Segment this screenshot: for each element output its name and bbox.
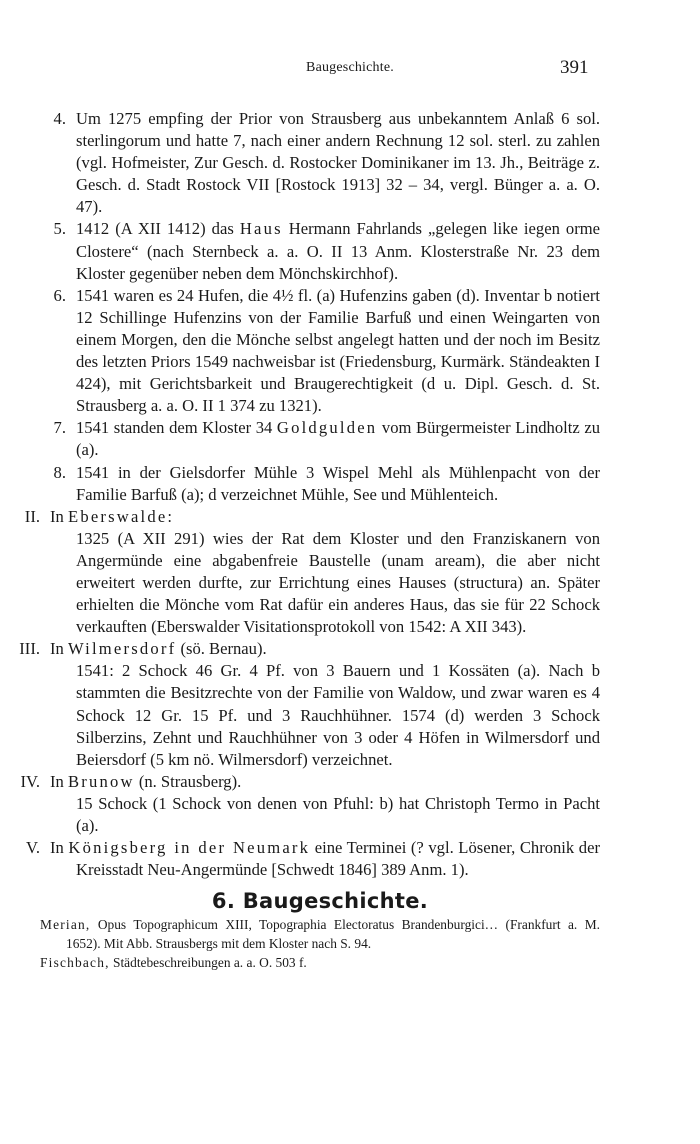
reference-text: Opus Topographicum XIII, Topographia Electoratus Brandenburgici… (Frankfurt a. M. 1652). Mit Abb. Strausbergs mit dem Kloster nach S. 94. — [66, 917, 600, 951]
section-text: 1541: 2 Schock 46 Gr. 4 Pf. von 3 Bauern und 1 Kossäten (a). Nach b stammten die Besitzrechte von der Familie von Waldow, und zwar waren es 4 Schock 12 Gr. 15 Pf. und 3 Rauchhühner. 1574 (d) werden 3 Schock Silberzins, Zehnt und Rauchhühner von 3 oder 4 Höfen in Wilmersdorf und Beiersdorf (5 km nö. Wilmersdorf) verzeichnet. — [76, 661, 600, 769]
reference-list — [40, 916, 600, 972]
item-number: 6. — [53, 285, 66, 305]
section-number: II. — [24, 506, 40, 526]
reference-entry — [40, 916, 600, 953]
list-item — [40, 417, 600, 461]
section-text: 15 Schock (1 Schock von denen von Pfuhl: b) hat Christoph Termo in Pacht (a). — [76, 793, 600, 835]
item-text-part: 1412 (A XII 1412) das — [76, 219, 234, 239]
section-title-part: eine Terminei (? vgl. Lösener, Chronik der Kreisstadt Neu-Angermünde [Schwedt 1846] 389 Anm. 1). — [76, 838, 600, 880]
running-title: Baugeschichte. — [306, 60, 394, 75]
page-number: 391 — [560, 57, 589, 78]
spaced-term: Goldgulden — [276, 418, 378, 438]
item-text: 1541 in der Gielsdorfer Mühle 3 Wispel Mehl als Mühlenpacht von der Familie Barfuß (a); d verzeichnet Mühle, See und Mühlenteich. — [76, 462, 600, 504]
section-text: 1325 (A XII 291) wies der Rat dem Kloster und den Franziskanern von Angermünde eine abgabenfreie Baustelle (unam aream), die aber nicht erweitert werden durfte, zur Errichtung eines Hauses (structura) an. Später erhielten die Mönche vom Rat dafür ein anderes Haus, das sie für 22 Schock verkauften (Eberswalder Visitationsprotokoll von 1542: A XII 343). — [76, 528, 600, 637]
section-number: IV. — [20, 771, 40, 791]
section-title-part: (n. Strausberg). — [138, 771, 242, 791]
section-number: III. — [19, 639, 40, 659]
reference-author: Merian, — [40, 917, 91, 933]
spaced-term: Haus — [239, 219, 283, 239]
list-item — [40, 462, 600, 506]
item-text — [76, 417, 600, 461]
list-item — [40, 218, 600, 284]
item-number: 8. — [53, 462, 66, 482]
section-title — [50, 837, 600, 881]
spaced-term: Brunow — [67, 771, 135, 791]
list-item — [40, 285, 600, 418]
spaced-term: Eberswalde: — [67, 506, 175, 526]
section-title-part: (sö. Bernau). — [180, 639, 267, 659]
item-text: 1541 waren es 24 Hufen, die 4½ fl. (a) Hufenzins gaben (d). Inventar b notiert 12 Schillinge Hufenzins von der Familie Barfuß und einen Weingarten von einem Morgen, den die Mönche selbst angelegt hatten und der noch im Besitz des letzten Priors 1549 nachweisbar ist (Friedensburg, Kurmärk. Ständeakten I 424), mit Gerichtsbarkeit und Braugerechtigkeit (d u. Dipl. Gesch. d. St. Strausberg a. a. O. II 1 374 zu 1321). — [76, 285, 600, 416]
section-title-part: In — [50, 771, 64, 791]
item-number: 5. — [53, 219, 66, 239]
section-item — [19, 638, 600, 771]
item-text: Um 1275 empfing der Prior von Strausberg aus unbekanntem Anlaß 6 sol. sterlingorum und hatte 7, nach einer andern Rechnung 12 sol. sterl. zu zahlen (vgl. Hofmeister, Zur Gesch. d. Rostocker Dominikaner im 13. Jh., Beiträge z. Gesch. d. Stadt Rostock VII [Rostock 1913] 32 – 34, vergl. Bünger a. a. O. 47). — [76, 109, 600, 217]
page-body — [19, 108, 601, 972]
item-number: 7. — [53, 418, 66, 438]
item-text-part: Hermann Fahrlands „gelegen like iegen orme Clostere“ (nach Sternbeck a. a. O. II 13 Anm. Klosterstraße Nr. 23 dem Kloster gegenüber neben dem Mönchskirchhof). — [76, 219, 600, 283]
section-number: V. — [26, 838, 40, 858]
reference-text: Städtebeschreibungen a. a. O. 503 f. — [113, 954, 307, 970]
spaced-term: Wilmersdorf — [67, 639, 177, 659]
section-item — [24, 506, 600, 639]
section-title-part: In — [50, 506, 64, 526]
section-title — [50, 771, 600, 793]
section-title-part: In — [50, 639, 64, 659]
section-title-part: In — [50, 838, 64, 858]
item-number: 4. — [53, 109, 66, 128]
item-text-part: vom Bürgermeister Lindholtz zu (a). — [76, 418, 601, 460]
section-heading: 6. Baugeschichte. — [211, 889, 429, 914]
section-title — [50, 506, 600, 528]
reference-entry — [40, 954, 600, 973]
item-text-part: 1541 standen dem Kloster 34 — [76, 418, 273, 438]
section-title — [50, 638, 600, 660]
spaced-term: Königsberg in der Neumark — [68, 838, 311, 858]
reference-author: Fischbach, — [40, 954, 110, 970]
section-item — [26, 837, 600, 881]
list-item — [40, 108, 600, 218]
section-item — [20, 771, 600, 837]
item-text — [76, 218, 600, 284]
